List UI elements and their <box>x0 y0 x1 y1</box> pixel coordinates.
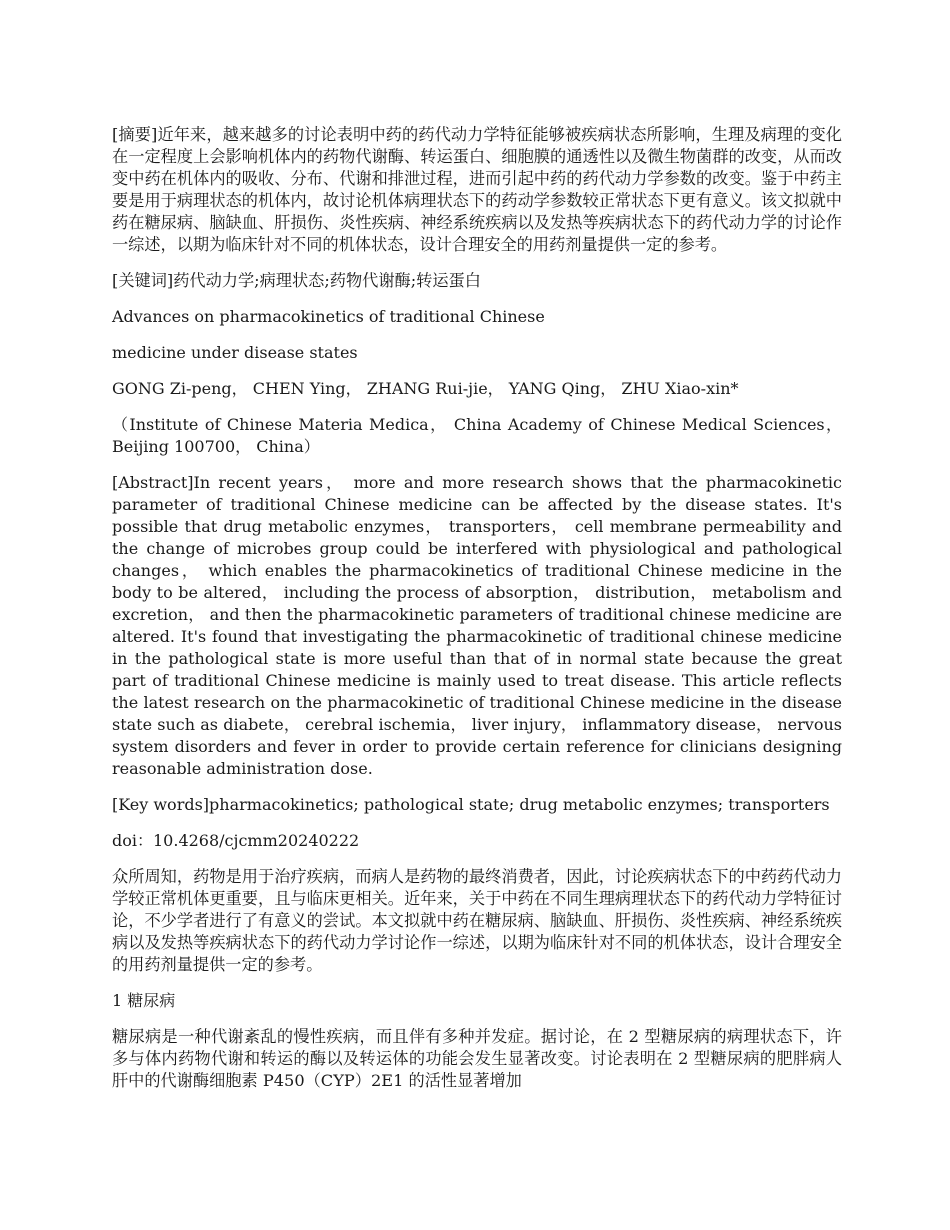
chinese-keywords: [关键词]药代动力学;病理状态;药物代谢酶;转运蛋白 <box>112 271 481 290</box>
author-affiliation: （Institute of Chinese Materia Medica， China Academy of Chinese Medical Sciences， Beijing 100700， China） <box>112 415 842 456</box>
chinese-abstract: [摘要]近年来，越来越多的讨论表明中药的药代动力学特征能够被疾病状态所影响，生理及病理的变化在一定程度上会影响机体内的药物代谢酶、转运蛋白、细胞膜的通透性以及微生物菌群的改变，从而改变中药在机体内的吸收、分布、代谢和排泄过程，进而引起中药的药代动力学参数的改变。鉴于中药主要是用于病理状态的机体内，故讨论机体病理状态下的药动学参数较正常状态下更有意义。该文拟就中药在糖尿病、脑缺血、肝损伤、炎性疾病、神经系统疾病以及发热等疾病状态下的药代动力学的讨论作一综述，以期为临床针对不同的机体状态，设计合理安全的用药剂量提供一定的参考。 <box>112 125 842 254</box>
section-1-heading: 1 糖尿病 <box>112 991 176 1010</box>
author-list: GONG Zi-peng， CHEN Ying， ZHANG Rui-jie， YANG Qing， ZHU Xiao-xin* <box>112 379 739 398</box>
english-title-line-2: medicine under disease states <box>112 343 358 362</box>
introduction-paragraph: 众所周知，药物是用于治疗疾病，而病人是药物的最终消费者，因此，讨论疾病状态下的中药药代动力学较正常机体更重要，且与临床更相关。近年来，关于中药在不同生理病理状态下的药代动力学特征讨论，不少学者进行了有意义的尝试。本文拟就中药在糖尿病、脑缺血、肝损伤、炎性疾病、神经系统疾病以及发热等疾病状态下的药代动力学讨论作一综述，以期为临床针对不同的机体状态，设计合理安全的用药剂量提供一定的参考。 <box>112 867 842 974</box>
english-abstract: [Abstract]In recent years， more and more research shows that the pharmacokinetic parameter of traditional Chinese medicine can be affected by the disease states. It's possible that drug metabolic enzymes， transporters， cell membrane permeability and the change of microbes group could be interfered with physiological and pathological changes， which enables the pharmacokinetics of traditional Chinese medicine in the body to be altered， including the process of absorption， distribution， metabolism and excretion， and then the pharmacokinetic parameters of traditional chinese medicine are altered. It's found that investigating the pharmacokinetic of traditional chinese medicine in the pathological state is more useful than that of in normal state because the great part of traditional Chinese medicine is mainly used to treat disease. This article reflects the latest research on the pharmacokinetic of traditional Chinese medicine in the disease state such as diabete， cerebral ischemia， liver injury， inflammatory disease， nervous system disorders and fever in order to provide certain reference for clinicians designing reasonable administration dose. <box>112 473 842 778</box>
doi-line: doi：10.4268/cjcmm20240222 <box>112 831 360 850</box>
english-title-line-1: Advances on pharmacokinetics of traditional Chinese <box>112 307 545 326</box>
article-page <box>112 124 842 1106</box>
section-1-paragraph: 糖尿病是一种代谢紊乱的慢性疾病，而且伴有多种并发症。据讨论，在 2 型糖尿病的病理状态下，许多与体内药物代谢和转运的酶以及转运体的功能会发生显著改变。讨论表明在 2 型糖尿病的肥胖病人肝中的代谢酶细胞素 P450（CYP）2E1 的活性显著增加 <box>112 1027 842 1090</box>
english-keywords: [Key words]pharmacokinetics; pathological state; drug metabolic enzymes; transporters <box>112 795 830 814</box>
